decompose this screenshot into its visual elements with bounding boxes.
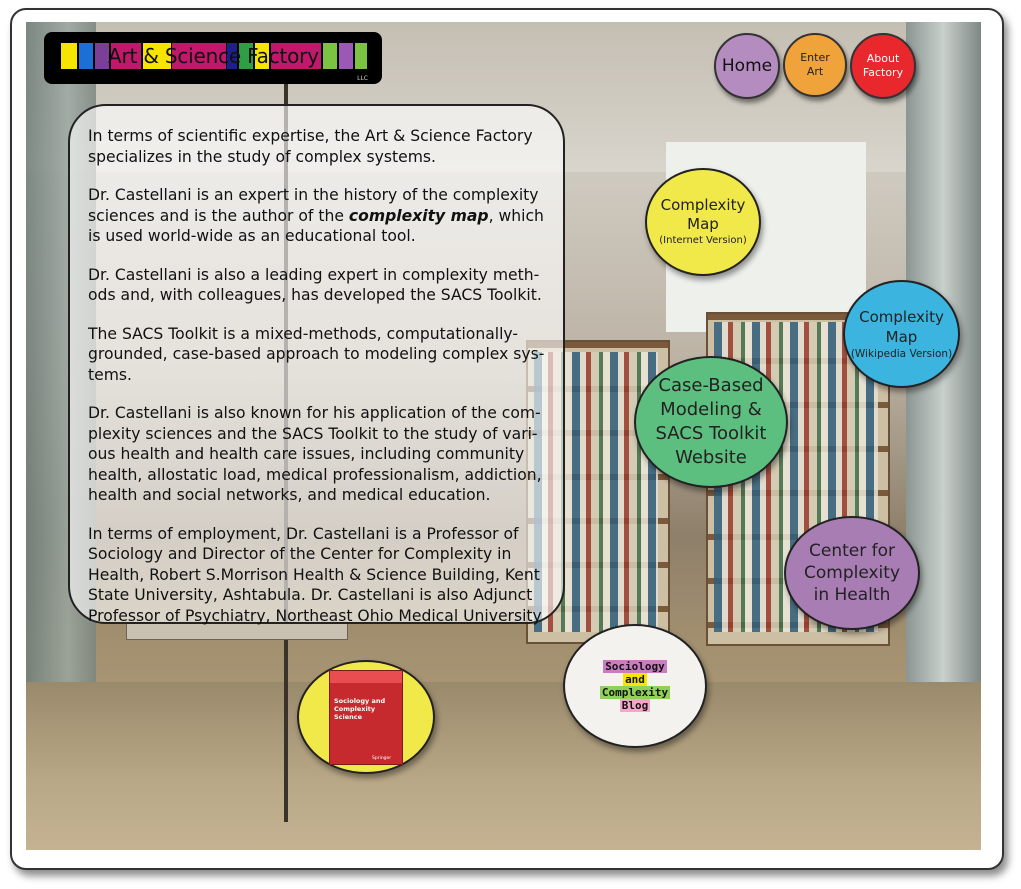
bubble-line: Complexity: [660, 196, 746, 214]
logo-block: [339, 43, 353, 69]
blog-word: and: [625, 673, 645, 686]
about-factory-label-2: Factory: [862, 66, 904, 79]
paragraph-complexity-map: Dr. Castellani is an expert in the history of the complexity sciences and is the author of the complexity map, which is used world-wide as an educational tool.: [88, 186, 544, 245]
sociology-complexity-blog-link[interactable]: [563, 624, 707, 748]
complexity-map-wikipedia-link[interactable]: [843, 280, 960, 388]
complexity-map-internet-link[interactable]: [645, 168, 761, 276]
case-based-modeling-link[interactable]: [634, 356, 788, 488]
about-factory-button[interactable]: [850, 33, 916, 99]
logo-block: [79, 43, 93, 69]
about-factory-label: About: [866, 52, 900, 65]
logo-block: [323, 43, 337, 69]
site-logo[interactable]: [44, 32, 382, 84]
blog-word: Complexity: [601, 686, 669, 699]
paragraph-sacs: The SACS Toolkit is a mixed-methods, computationally-grounded, case-based approach to modeling complex sys-tems.: [88, 324, 545, 384]
enter-art-label-2: Art: [806, 65, 824, 78]
bubble-line: Center for: [809, 541, 895, 561]
enter-art-label: Enter: [800, 51, 830, 64]
paragraph-methods: Dr. Castellani is also a leading expert in complexity meth-ods and, with colleagues, has developed the SACS Toolkit.: [88, 265, 542, 304]
bubble-line: SACS Toolkit: [655, 423, 767, 444]
center-for-complexity-link[interactable]: [784, 516, 920, 630]
paragraph-employment: In terms of employment, Dr. Castellani is a Professor of Sociology and Director of the Center for Complexity in Health, Robert S.Morrison Health & Science Building, Kent State University, Ashtabula. Dr. Castellani is also Adjunct Professor of Psychiatry, Northeast Ohio Medical University: [88, 524, 542, 625]
bubble-line: (Internet Version): [659, 235, 747, 246]
bubble-line: Complexity: [803, 563, 900, 583]
paragraph-health: Dr. Castellani is also known for his application of the com-plexity sciences and the SACS Toolkit to the study of vari-ous health and health care issues, including community health, allostatic load, medical professionalism, addiction, health and social networks, and medical education.: [88, 404, 542, 504]
paragraph-expertise: In terms of scientific expertise, the Art & Science Factory specializes in the study of complex systems.: [88, 127, 533, 166]
book-cover-image: [329, 670, 403, 765]
bubble-line: Website: [675, 447, 747, 468]
home-button[interactable]: [714, 33, 780, 99]
blog-word: Blog: [621, 699, 649, 712]
bubble-line: Case-Based: [658, 375, 764, 396]
logo-llc: LLC: [357, 75, 368, 82]
bubble-line: Map: [885, 328, 918, 346]
book-link[interactable]: [297, 660, 435, 774]
book-title: Sociology and Complexity Science: [334, 696, 386, 721]
book-publisher: Springer: [372, 755, 392, 761]
about-text-panel: [68, 104, 565, 624]
bubble-line: (Wikipedia Version): [850, 348, 953, 360]
logo-text: Art & Science Factory: [108, 44, 319, 68]
home-button-label: Home: [721, 56, 773, 76]
bubble-line: Complexity: [859, 308, 944, 326]
complexity-map-link[interactable]: complexity map: [348, 206, 489, 225]
logo-block: [95, 43, 109, 69]
bubble-line: in Health: [813, 585, 891, 605]
logo-block: [355, 43, 367, 69]
blog-word: Sociology: [605, 660, 665, 673]
logo-block: [61, 43, 77, 69]
bubble-line: Modeling &: [660, 399, 762, 420]
bubble-line: Map: [687, 215, 719, 233]
enter-art-button[interactable]: [783, 33, 847, 97]
